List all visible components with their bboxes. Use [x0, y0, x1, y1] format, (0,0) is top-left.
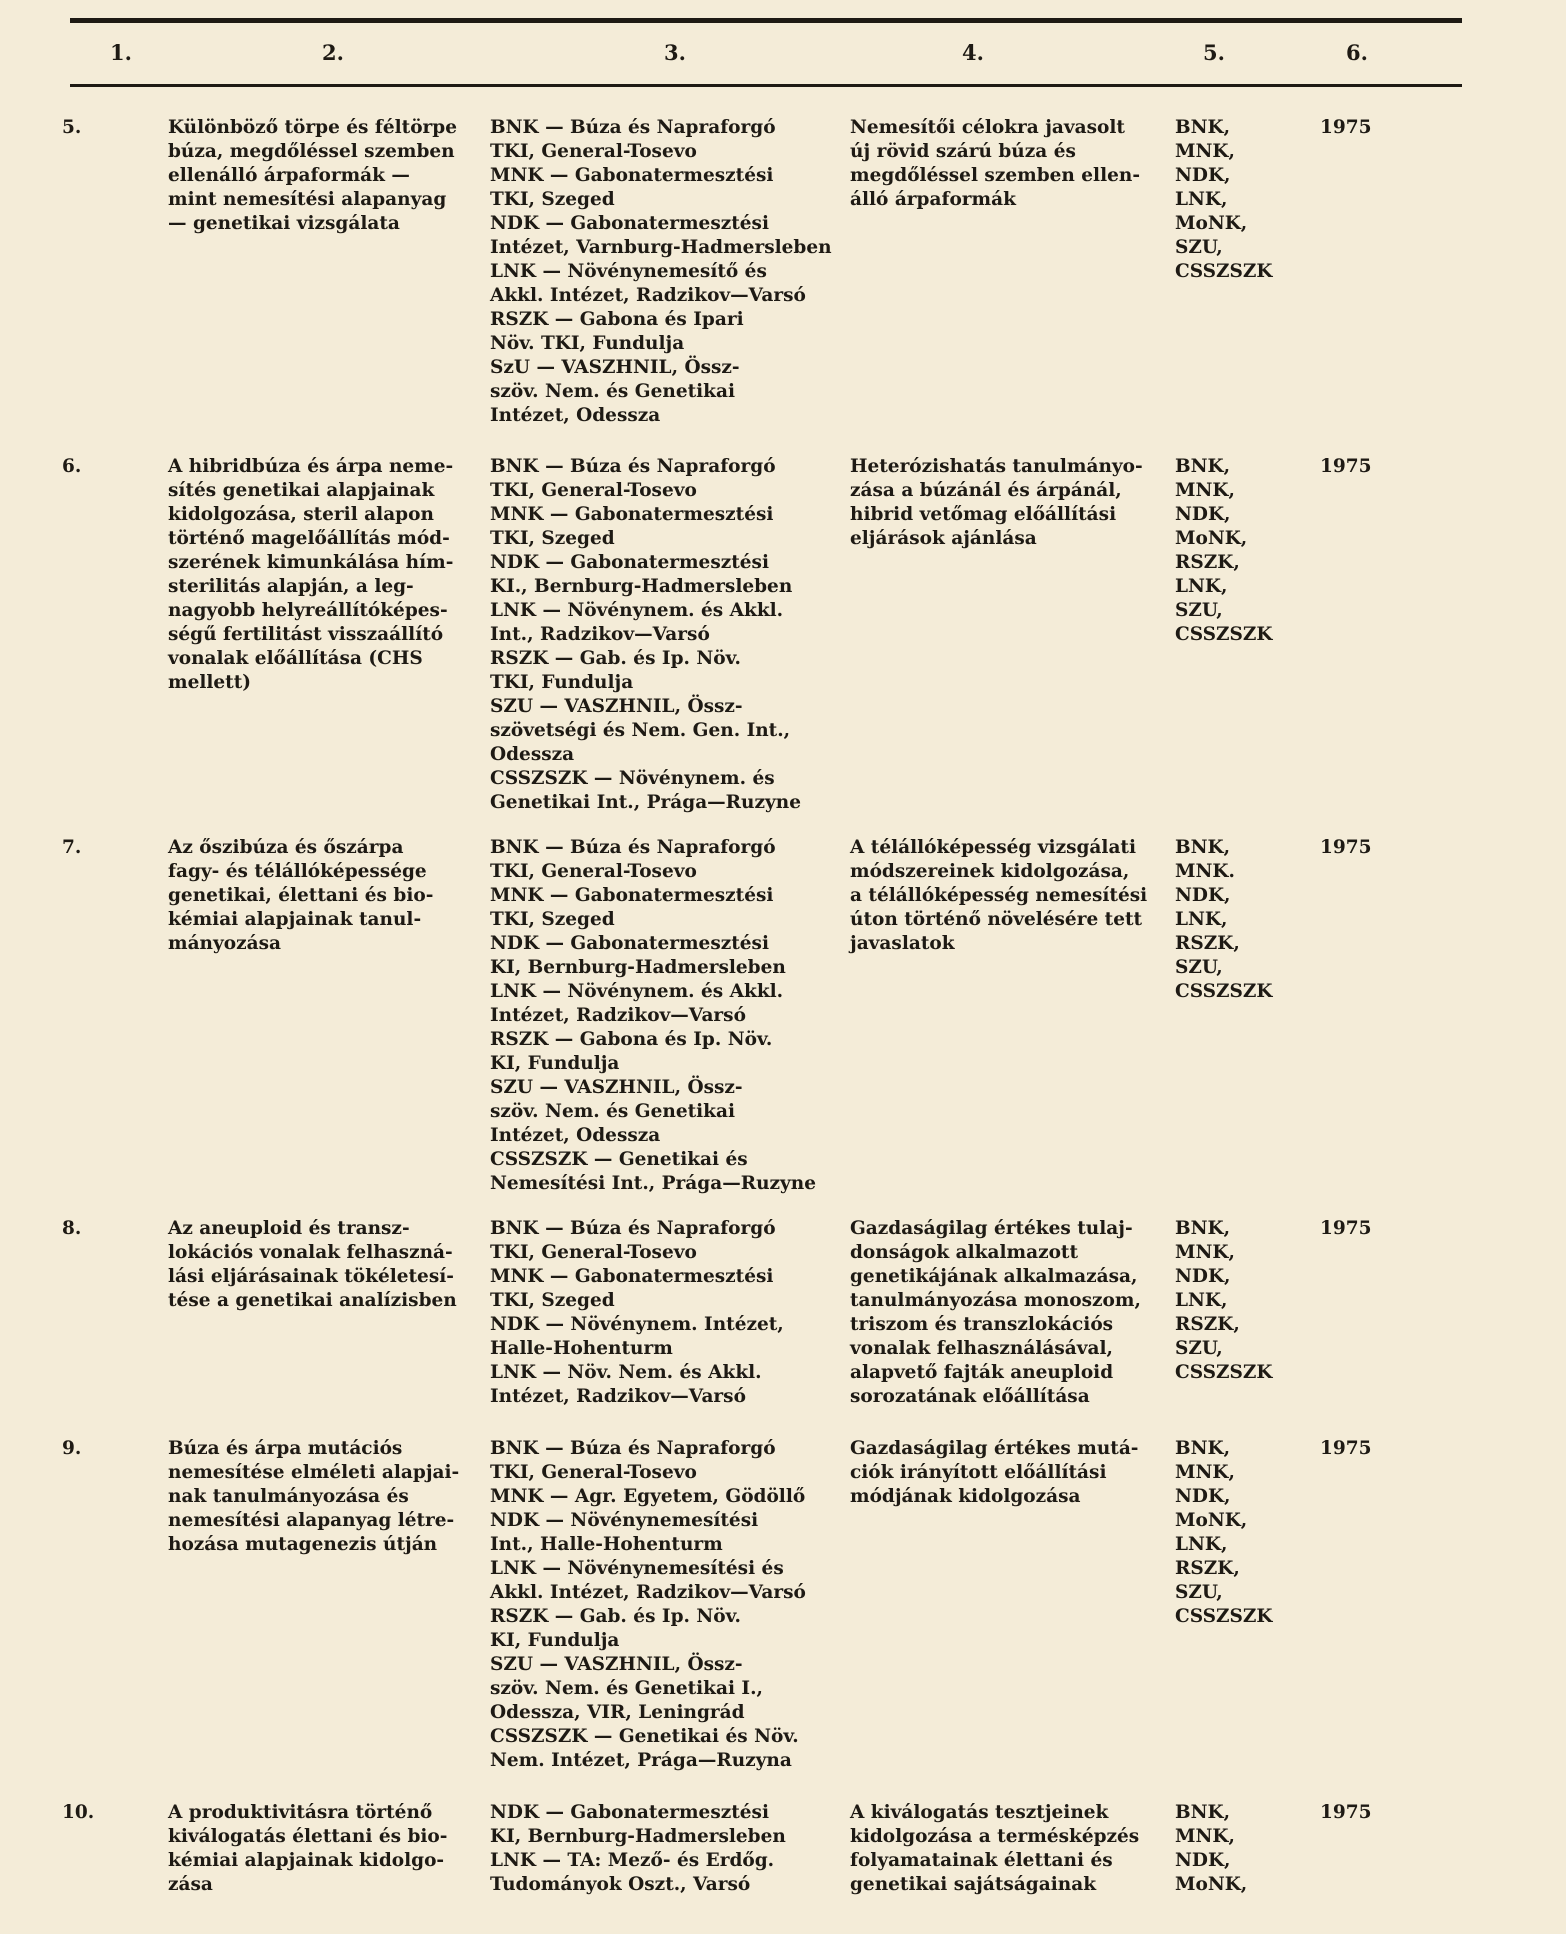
row-institutions-line: TKI, Szeged — [490, 189, 615, 210]
row-institutions — [490, 455, 850, 815]
row-countries-line: BNK, — [1175, 117, 1231, 138]
row-countries-line: CSSZSZK — [1175, 261, 1273, 282]
row-institutions-line: Genetikai Int., Prága—Ruzyne — [490, 792, 801, 813]
row-countries-line: MoNK, — [1175, 528, 1248, 549]
row-number: 7. — [62, 837, 82, 858]
row-results-line: álló árpaformák — [850, 189, 1016, 210]
row-topic-line: vonalak előállítása (CHS — [168, 648, 423, 669]
row-topic-line: genetikai, élettani és bio- — [168, 885, 434, 906]
row-results-line: módszereinek kidolgozása, — [850, 861, 1130, 882]
row-countries-line: LNK, — [1175, 909, 1228, 930]
column-header-2: 2. — [322, 40, 344, 65]
row-institutions-line: Int., Radzikov—Varsó — [490, 624, 710, 645]
row-institutions-line: LNK — Növénynem. és Akkl. — [490, 600, 784, 621]
row-results — [850, 1437, 1170, 1509]
row-institutions-line: Nem. Intézet, Prága—Ruzyna — [490, 1750, 792, 1771]
row-results-line: módjának kidolgozása — [850, 1486, 1081, 1507]
row-countries-line: NDK, — [1175, 885, 1231, 906]
row-institutions-line: TKI, Szeged — [490, 1290, 615, 1311]
row-countries — [1175, 1217, 1305, 1385]
row-countries-line: CSSZSZK — [1175, 1362, 1273, 1383]
row-countries-line: BNK, — [1175, 1438, 1231, 1459]
row-topic-line: — genetikai vizsgálata — [168, 213, 400, 234]
row-institutions-line: SzU — VASZHNIL, Össz- — [490, 357, 740, 378]
row-topic-line: lokációs vonalak felhaszná- — [168, 1242, 453, 1263]
row-countries-line: SZU, — [1175, 237, 1223, 258]
row-year: 1975 — [1320, 1218, 1372, 1239]
row-results-line: Heterózishatás tanulmányo- — [850, 456, 1143, 477]
row-institutions-line: szövetségi és Nem. Gen. Int., — [490, 720, 791, 741]
row-topic-line: sterilitás alapján, a leg- — [168, 576, 414, 597]
row-institutions-line: LNK — Növénynemesítő és — [490, 261, 767, 282]
row-countries-line: MoNK, — [1175, 1510, 1248, 1531]
row-institutions-line: LNK — Növénynem. és Akkl. — [490, 981, 784, 1002]
row-institutions-line: TKI, Fundulja — [490, 672, 634, 693]
row-institutions-line: NDK — Gabonatermesztési — [490, 1802, 769, 1823]
row-countries-line: LNK, — [1175, 189, 1228, 210]
row-institutions-line: RSZK — Gabona és Ipari — [490, 309, 744, 330]
row-countries — [1175, 1801, 1305, 1897]
row-institutions-line: TKI, General-Tosevo — [490, 861, 697, 882]
row-institutions-line: CSSZSZK — Genetikai és Növ. — [490, 1726, 799, 1747]
row-countries-line: RSZK, — [1175, 1558, 1240, 1579]
row-institutions-line: RSZK — Gabona és Ip. Növ. — [490, 1029, 773, 1050]
row-institutions-line: TKI, General-Tosevo — [490, 480, 697, 501]
row-countries-line: NDK, — [1175, 1266, 1231, 1287]
row-topic-line: hozása mutagenezis útján — [168, 1534, 438, 1555]
row-institutions-line: Intézet, Varnburg-Hadmersleben — [490, 237, 832, 258]
row-topic-line: tése a genetikai analízisben — [168, 1290, 457, 1311]
row-institutions-line: Halle-Hohenturm — [490, 1338, 673, 1359]
row-topic-line: nak tanulmányozása és — [168, 1486, 409, 1507]
row-results-line: genetikájának alkalmazása, — [850, 1266, 1138, 1287]
row-institutions-line: Akkl. Intézet, Radzikov—Varsó — [490, 285, 806, 306]
row-countries-line: SZU, — [1175, 600, 1223, 621]
row-countries-line: LNK, — [1175, 1290, 1228, 1311]
row-institutions-line: BNK — Búza és Napraforgó — [490, 837, 776, 858]
row-number: 8. — [62, 1218, 82, 1239]
row-countries-line: MNK. — [1175, 861, 1235, 882]
row-institutions-line: Odessza, VIR, Leningrád — [490, 1702, 745, 1723]
row-topic-line: zása — [168, 1874, 213, 1895]
row-institutions-line: NDK — Növénynemesítési — [490, 1510, 759, 1531]
row-institutions-line: szöv. Nem. és Genetikai — [490, 1101, 735, 1122]
row-topic-line: nemesítési alapanyag létre- — [168, 1510, 455, 1531]
row-results-line: ciók irányított előállítási — [850, 1462, 1107, 1483]
column-header-4: 4. — [962, 40, 984, 65]
row-topic-line: Különböző törpe és féltörpe — [168, 117, 457, 138]
row-countries-line: CSSZSZK — [1175, 624, 1273, 645]
row-results-line: javaslatok — [850, 933, 955, 954]
row-results-line: zása a búzánál és árpánál, — [850, 480, 1122, 501]
row-countries-line: MNK, — [1175, 141, 1235, 162]
row-institutions — [490, 116, 850, 428]
row-results — [850, 455, 1170, 551]
row-institutions-line: NDK — Gabonatermesztési — [490, 213, 769, 234]
row-institutions-line: MNK — Agr. Egyetem, Gödöllő — [490, 1486, 806, 1507]
row-institutions-line: KI., Bernburg-Hadmersleben — [490, 576, 793, 597]
row-countries-line: BNK, — [1175, 837, 1231, 858]
row-topic — [168, 1217, 478, 1313]
row-results-line: hibrid vetőmag előállítási — [850, 504, 1117, 525]
row-institutions-line: Odessza — [490, 744, 575, 765]
row-number: 9. — [62, 1438, 82, 1459]
row-institutions-line: TKI, General-Tosevo — [490, 141, 697, 162]
row-results-line: Nemesítői célokra javasolt — [850, 117, 1125, 138]
row-topic-line: ellenálló árpaformák — — [168, 165, 410, 186]
row-results-line: eljárások ajánlása — [850, 528, 1037, 549]
row-topic-line: sítés genetikai alapjainak — [168, 480, 435, 501]
row-countries-line: MNK, — [1175, 1826, 1235, 1847]
row-number: 5. — [62, 117, 82, 138]
row-institutions-line: Intézet, Radzikov—Varsó — [490, 1386, 746, 1407]
row-institutions-line: KI, Bernburg-Hadmersleben — [490, 1826, 786, 1847]
row-institutions-line: Akkl. Intézet, Radzikov—Varsó — [490, 1582, 806, 1603]
row-institutions-line: Nemesítési Int., Prága—Ruzyne — [490, 1173, 817, 1194]
row-results-line: alapvető fajták aneuploid — [850, 1362, 1114, 1383]
row-results-line: kidolgozása a termésképzés — [850, 1826, 1140, 1847]
row-results-line: úton történő növelésére tett — [850, 909, 1143, 930]
row-topic — [168, 455, 478, 695]
row-results-line: sorozatának előállítása — [850, 1386, 1090, 1407]
row-results-line: a télállóképesség nemesítési — [850, 885, 1148, 906]
row-countries-line: MNK, — [1175, 480, 1235, 501]
row-topic-line: kémiai alapjainak tanul- — [168, 909, 422, 930]
row-institutions — [490, 1217, 850, 1409]
row-countries-line: BNK, — [1175, 1218, 1231, 1239]
row-year: 1975 — [1320, 837, 1372, 858]
row-institutions-line: BNK — Búza és Napraforgó — [490, 1438, 776, 1459]
row-institutions-line: MNK — Gabonatermesztési — [490, 165, 774, 186]
row-results-line: A kiválogatás tesztjeinek — [850, 1802, 1109, 1823]
row-results-line: folyamatainak élettani és — [850, 1850, 1113, 1871]
row-countries-line: NDK, — [1175, 165, 1231, 186]
top-rule — [70, 18, 1462, 23]
row-countries-line: MoNK, — [1175, 1874, 1248, 1895]
row-results — [850, 1217, 1170, 1409]
row-countries-line: SZU, — [1175, 1582, 1223, 1603]
row-countries-line: LNK, — [1175, 1534, 1228, 1555]
row-countries-line: RSZK, — [1175, 1314, 1240, 1335]
row-institutions — [490, 1437, 850, 1773]
row-institutions-line: szöv. Nem. és Genetikai — [490, 381, 735, 402]
row-institutions-line: TKI, Szeged — [490, 909, 615, 930]
row-countries — [1175, 116, 1305, 284]
row-institutions-line: BNK — Búza és Napraforgó — [490, 456, 776, 477]
row-institutions-line: KI, Bernburg-Hadmersleben — [490, 957, 786, 978]
row-topic-line: kiválogatás élettani és bio- — [168, 1826, 448, 1847]
row-countries-line: NDK, — [1175, 1486, 1231, 1507]
row-countries-line: CSSZSZK — [1175, 981, 1273, 1002]
row-countries-line: RSZK, — [1175, 552, 1240, 573]
row-topic-line: kidolgozása, steril alapon — [168, 504, 434, 525]
row-institutions-line: MNK — Gabonatermesztési — [490, 1266, 774, 1287]
row-institutions-line: LNK — TA: Mező- és Erdőg. — [490, 1850, 775, 1871]
row-institutions-line: MNK — Gabonatermesztési — [490, 504, 774, 525]
row-institutions-line: KI, Fundulja — [490, 1053, 620, 1074]
row-institutions-line: TKI, Szeged — [490, 528, 615, 549]
row-topic-line: nemesítése elméleti alapjai- — [168, 1462, 460, 1483]
row-results-line: tanulmányozása monoszom, — [850, 1290, 1141, 1311]
row-topic — [168, 1437, 478, 1557]
row-year: 1975 — [1320, 456, 1372, 477]
row-topic-line: mint nemesítési alapanyag — [168, 189, 447, 210]
row-institutions-line: NDK — Gabonatermesztési — [490, 933, 769, 954]
row-results-line: Gazdaságilag értékes mutá- — [850, 1438, 1139, 1459]
row-topic-line: történő magelőállítás mód- — [168, 528, 450, 549]
row-countries-line: RSZK, — [1175, 933, 1240, 954]
row-countries-line: MNK, — [1175, 1242, 1235, 1263]
row-countries-line: LNK, — [1175, 576, 1228, 597]
row-institutions-line: BNK — Búza és Napraforgó — [490, 117, 776, 138]
row-countries-line: SZU, — [1175, 1338, 1223, 1359]
row-topic-line: Az őszibúza és őszárpa — [168, 837, 404, 858]
row-institutions-line: SZU — VASZHNIL, Össz- — [490, 1077, 743, 1098]
column-header-6: 6. — [1346, 40, 1368, 65]
row-institutions-line: Intézet, Radzikov—Varsó — [490, 1005, 746, 1026]
row-topic-line: mellett) — [168, 672, 252, 693]
row-institutions-line: SZU — VASZHNIL, Össz- — [490, 696, 743, 717]
row-results-line: donságok alkalmazott — [850, 1242, 1079, 1263]
row-institutions-line: LNK — Növénynemesítési és — [490, 1558, 784, 1579]
row-countries — [1175, 1437, 1305, 1629]
row-results — [850, 1801, 1170, 1897]
row-results-line: A télállóképesség vizsgálati — [850, 837, 1137, 858]
row-topic — [168, 1801, 478, 1897]
row-institutions-line: BNK — Búza és Napraforgó — [490, 1218, 776, 1239]
row-countries-line: MNK, — [1175, 1462, 1235, 1483]
row-topic-line: A hibridbúza és árpa neme- — [168, 456, 454, 477]
row-number: 10. — [62, 1802, 95, 1823]
row-institutions-line: NDK — Növénynem. Intézet, — [490, 1314, 784, 1335]
row-institutions-line: Intézet, Odessza — [490, 405, 661, 426]
row-institutions-line: MNK — Gabonatermesztési — [490, 885, 774, 906]
row-results — [850, 836, 1170, 956]
column-header-5: 5. — [1203, 40, 1225, 65]
row-countries-line: BNK, — [1175, 1802, 1231, 1823]
row-topic-line: búza, megdőléssel szemben — [168, 141, 455, 162]
row-countries-line: NDK, — [1175, 1850, 1231, 1871]
row-topic-line: mányozása — [168, 933, 281, 954]
row-year: 1975 — [1320, 1438, 1372, 1459]
row-results-line: triszom és transzlokációs — [850, 1314, 1114, 1335]
row-institutions-line: Int., Halle-Hohenturm — [490, 1534, 723, 1555]
row-number: 6. — [62, 456, 82, 477]
column-header-1: 1. — [110, 40, 132, 65]
row-results — [850, 116, 1170, 212]
row-results-line: genetikai sajátságainak — [850, 1874, 1097, 1895]
row-institutions-line: LNK — Növ. Nem. és Akkl. — [490, 1362, 762, 1383]
row-institutions — [490, 1801, 850, 1897]
column-header-3: 3. — [664, 40, 686, 65]
row-institutions-line: SZU — VASZHNIL, Össz- — [490, 1654, 743, 1675]
row-institutions-line: TKI, General-Tosevo — [490, 1462, 697, 1483]
row-results-line: Gazdaságilag értékes tulaj- — [850, 1218, 1133, 1239]
row-topic-line: Búza és árpa mutációs — [168, 1438, 403, 1459]
row-topic-line: szerének kimunkálása hím- — [168, 552, 454, 573]
row-institutions-line: CSSZSZK — Genetikai és — [490, 1149, 748, 1170]
row-results-line: új rövid szárú búza és — [850, 141, 1076, 162]
row-topic-line: fagy- és télállóképessége — [168, 861, 427, 882]
row-topic-line: Az aneuploid és transz- — [168, 1218, 410, 1239]
row-institutions-line: NDK — Gabonatermesztési — [490, 552, 769, 573]
row-institutions-line: Intézet, Odessza — [490, 1125, 661, 1146]
row-institutions-line: RSZK — Gab. és Ip. Növ. — [490, 648, 741, 669]
row-countries-line: NDK, — [1175, 504, 1231, 525]
row-countries-line: CSSZSZK — [1175, 1606, 1273, 1627]
row-results-line: vonalak felhasználásával, — [850, 1338, 1113, 1359]
row-institutions-line: KI, Fundulja — [490, 1630, 620, 1651]
row-topic-line: kémiai alapjainak kidolgo- — [168, 1850, 445, 1871]
row-institutions-line: Tudományok Oszt., Varsó — [490, 1874, 751, 1895]
row-countries-line: MoNK, — [1175, 213, 1248, 234]
header-rule — [70, 84, 1462, 87]
row-topic-line: ségű fertilitást visszaállító — [168, 624, 444, 645]
row-institutions-line: TKI, General-Tosevo — [490, 1242, 697, 1263]
row-institutions-line: RSZK — Gab. és Ip. Növ. — [490, 1606, 741, 1627]
row-countries — [1175, 455, 1305, 647]
row-institutions-line: CSSZSZK — Növénynem. és — [490, 768, 775, 789]
row-topic — [168, 116, 478, 236]
row-countries-line: BNK, — [1175, 456, 1231, 477]
row-topic — [168, 836, 478, 956]
row-topic-line: lási eljárásainak tökéletesí- — [168, 1266, 454, 1287]
row-year: 1975 — [1320, 117, 1372, 138]
row-year: 1975 — [1320, 1802, 1372, 1823]
row-institutions-line: szöv. Nem. és Genetikai I., — [490, 1678, 763, 1699]
row-topic-line: A produktivitásra történő — [168, 1802, 433, 1823]
row-topic-line: nagyobb helyreállítóképes- — [168, 600, 448, 621]
row-countries-line: SZU, — [1175, 957, 1223, 978]
row-institutions-line: Növ. TKI, Fundulja — [490, 333, 685, 354]
row-institutions — [490, 836, 850, 1196]
row-countries — [1175, 836, 1305, 1004]
row-results-line: megdőléssel szemben ellen- — [850, 165, 1141, 186]
